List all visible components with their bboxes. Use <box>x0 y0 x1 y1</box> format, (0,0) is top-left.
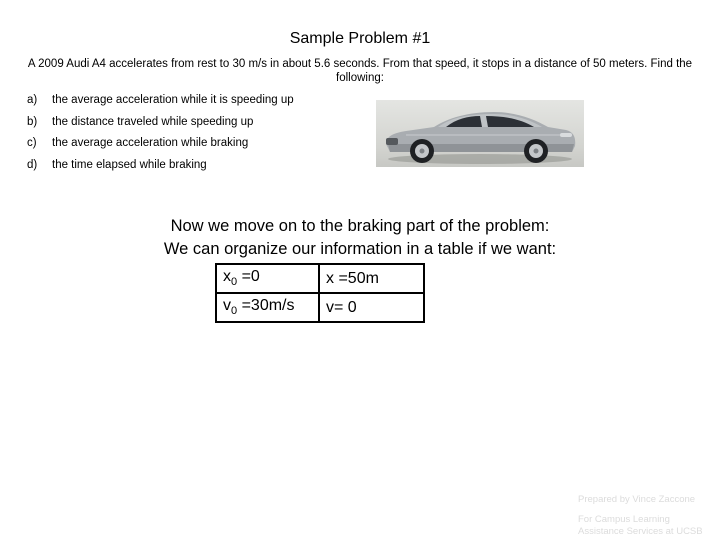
question-letter: a) <box>27 94 38 106</box>
braking-info-table <box>215 263 425 323</box>
variable-subscript: 0 <box>231 305 238 318</box>
table-cell <box>216 293 319 322</box>
braking-intro <box>100 215 620 261</box>
variable-symbol: v <box>223 297 231 315</box>
credit-line-3: Assistance Services at UCSB <box>578 526 703 537</box>
car-icon <box>376 100 584 167</box>
credit-line-2: For Campus Learning <box>578 514 670 525</box>
question-text: the average acceleration while braking <box>52 137 249 149</box>
question-text: the time elapsed while braking <box>52 159 207 171</box>
braking-intro-line-1: Now we move on to the braking part of the problem: <box>170 217 550 235</box>
problem-statement: A 2009 Audi A4 accelerates from rest to 30 m/s in about 5.6 seconds. From that speed, it stops in a distance of 50 meters. Find the following: <box>27 58 693 84</box>
variable-subscript: 0 <box>231 276 238 289</box>
table-cell: v= 0 <box>319 293 424 322</box>
slide-title: Sample Problem #1 <box>289 30 431 47</box>
question-letter: b) <box>27 116 38 128</box>
question-letter: c) <box>27 137 37 149</box>
table-row <box>216 293 424 322</box>
car-photo <box>376 100 584 167</box>
variable-value: =0 <box>237 268 260 286</box>
credit-line-1: Prepared by Vince Zaccone <box>578 494 696 505</box>
table-cell <box>216 264 319 293</box>
table-row <box>216 264 424 293</box>
question-text: the distance traveled while speeding up <box>52 116 254 128</box>
variable-value: =30m/s <box>237 297 295 315</box>
table-cell: x =50m <box>319 264 424 293</box>
braking-intro-line-2: We can organize our information in a table if we want: <box>163 240 557 258</box>
variable-symbol: x <box>223 268 231 286</box>
question-text: the average acceleration while it is speeding up <box>52 94 294 106</box>
question-letter: d) <box>27 159 38 171</box>
